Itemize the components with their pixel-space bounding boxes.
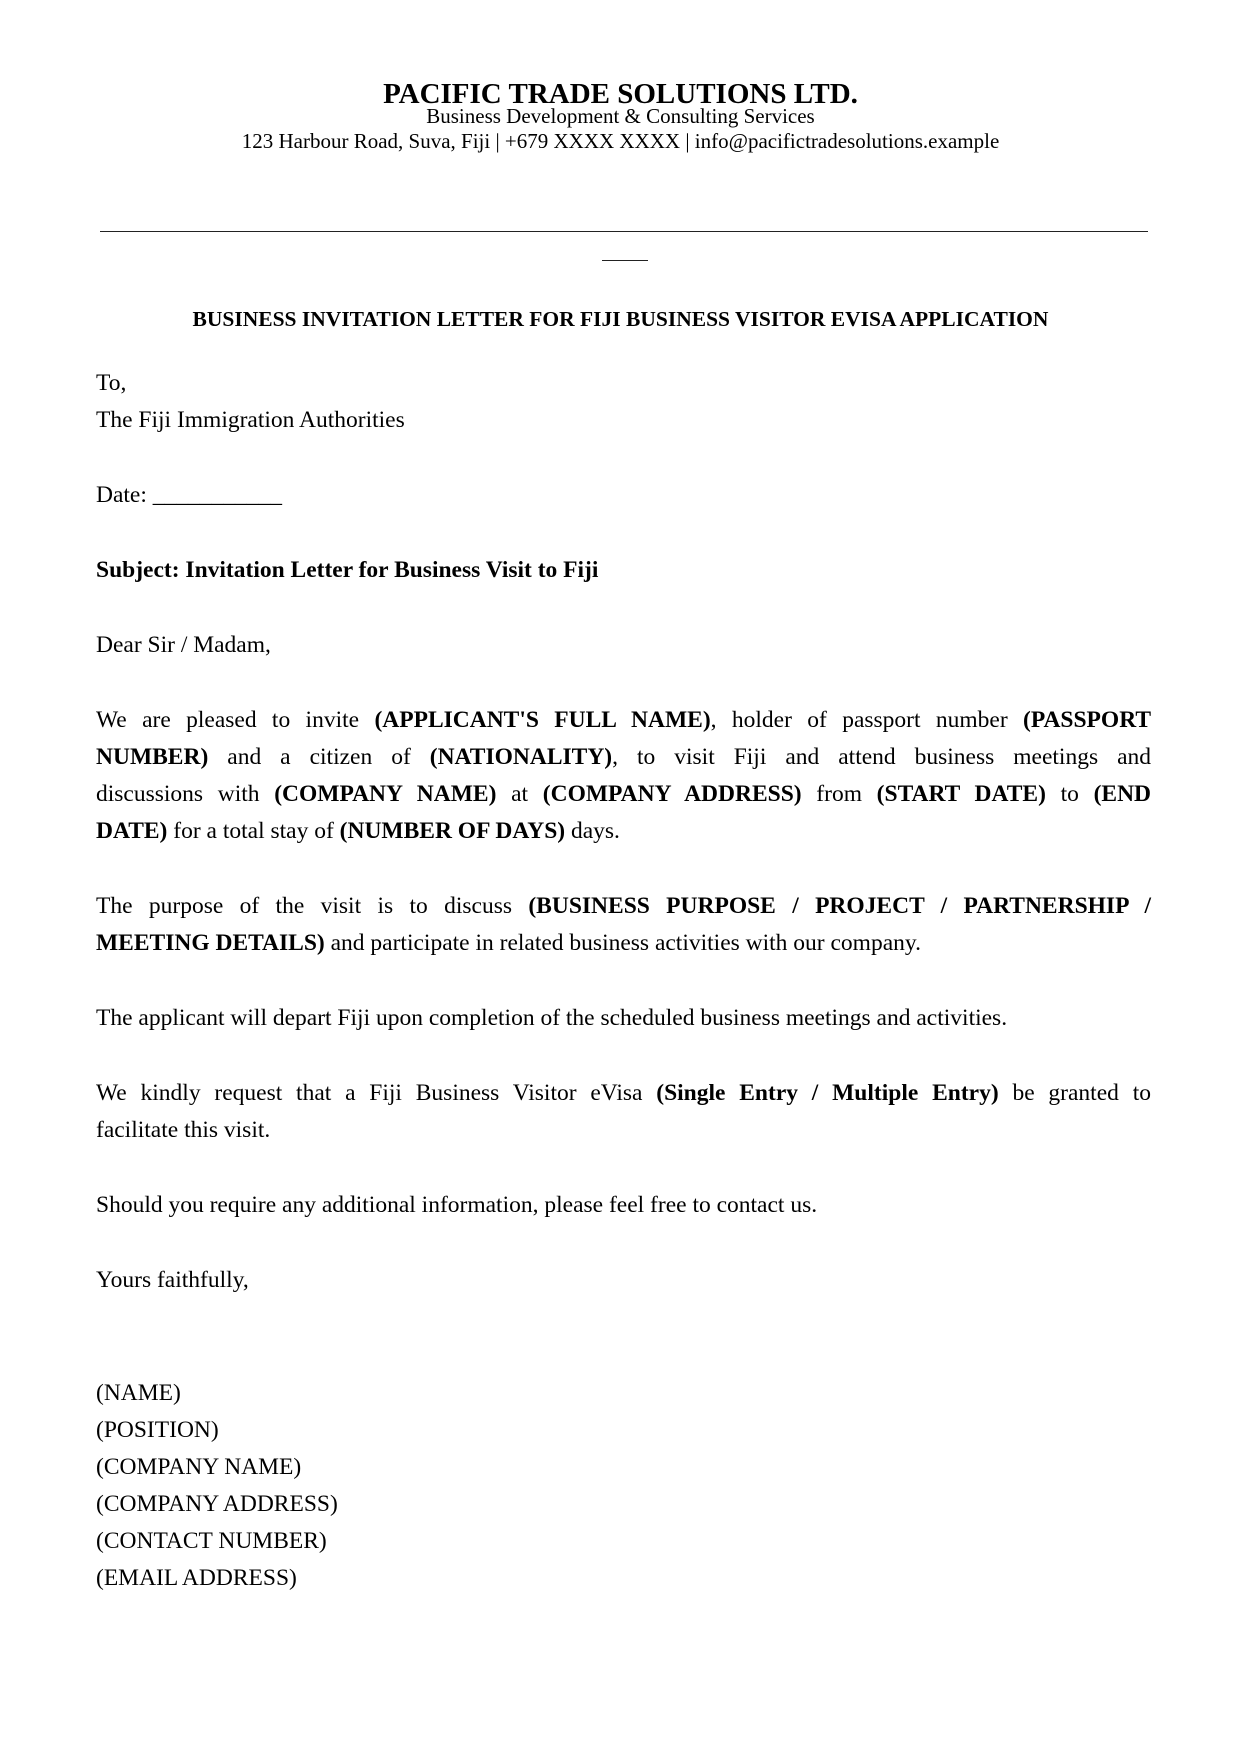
p1-placeholder: NUMBER) xyxy=(96,744,209,770)
p2-placeholder: MEETING DETAILS) xyxy=(96,930,325,956)
p1-text: from xyxy=(816,781,862,807)
p1-text: to xyxy=(1060,781,1079,807)
subject-text: Subject: Invitation Letter for Business Visit to Fiji xyxy=(96,557,599,583)
p1-text: , to visit Fiji and attend business meetings and xyxy=(612,744,1152,770)
greeting: Dear Sir / Madam, xyxy=(96,632,271,658)
paragraph-4-line-1 xyxy=(96,1075,1151,1113)
p1-text: days. xyxy=(570,818,620,844)
p1-text: and a citizen of xyxy=(227,744,411,770)
letterhead-divider xyxy=(100,231,1148,232)
p1-placeholder: (PASSPORT xyxy=(1023,707,1152,733)
subject-line xyxy=(96,552,1151,590)
p1-placeholder: (NATIONALITY) xyxy=(429,744,613,770)
p1-text: , holder of passport number xyxy=(710,707,1008,733)
signature-name: (NAME) xyxy=(96,1380,181,1406)
p1-placeholder: (START DATE) xyxy=(876,781,1046,807)
p1-text: discussions with xyxy=(96,781,260,807)
date-line xyxy=(96,477,1151,515)
paragraph-5: Should you require any additional information, please feel free to contact us. xyxy=(96,1192,818,1218)
p1-text: for a total stay of xyxy=(173,818,334,844)
recipient-to: To, xyxy=(96,370,127,396)
p1-text: We are pleased to invite xyxy=(96,707,360,733)
paragraph-4-line-2: facilitate this visit. xyxy=(96,1117,271,1143)
signature-position: (POSITION) xyxy=(96,1417,219,1443)
p1-placeholder: (APPLICANT'S FULL NAME) xyxy=(374,707,711,733)
company-contact-line: 123 Harbour Road, Suva, Fiji | +679 XXXX XXXX | info@pacifictradesolutions.example xyxy=(241,129,1000,153)
paragraph-1-line-1 xyxy=(96,702,1151,740)
signature-company-name: (COMPANY NAME) xyxy=(96,1454,302,1480)
recipient-addressee: The Fiji Immigration Authorities xyxy=(96,407,405,433)
p1-placeholder: (END xyxy=(1093,781,1152,807)
p4-text: be granted to xyxy=(1012,1080,1151,1106)
date-blank: ___________ xyxy=(152,482,283,508)
p1-placeholder: DATE) xyxy=(96,818,168,844)
closing: Yours faithfully, xyxy=(96,1267,249,1293)
paragraph-1-line-3 xyxy=(96,776,1151,814)
signature-company-address: (COMPANY ADDRESS) xyxy=(96,1491,338,1517)
p1-placeholder: (NUMBER OF DAYS) xyxy=(339,818,566,844)
company-tagline: Business Development & Consulting Services xyxy=(426,104,815,128)
p1-placeholder: (COMPANY ADDRESS) xyxy=(542,781,802,807)
p2-placeholder: (BUSINESS PURPOSE / PROJECT / PARTNERSHIP / xyxy=(528,893,1151,919)
paragraph-1-line-4 xyxy=(96,813,1151,851)
paragraph-2-line-1 xyxy=(96,888,1151,926)
p1-text: at xyxy=(511,781,529,807)
paragraph-1-line-2 xyxy=(96,739,1151,777)
date-label: Date: xyxy=(96,482,147,508)
paragraph-2-line-2 xyxy=(96,925,1151,963)
letterhead-divider-tail xyxy=(602,260,648,261)
p2-text: and participate in related business activities with our company. xyxy=(330,930,921,956)
signature-email-address: (EMAIL ADDRESS) xyxy=(96,1565,297,1591)
p1-placeholder: (COMPANY NAME) xyxy=(274,781,497,807)
document-title: BUSINESS INVITATION LETTER FOR FIJI BUSINESS VISITOR EVISA APPLICATION xyxy=(192,307,1049,331)
p2-text: The purpose of the visit is to discuss xyxy=(96,893,512,919)
p4-placeholder: (Single Entry / Multiple Entry) xyxy=(656,1080,999,1106)
signature-contact-number: (CONTACT NUMBER) xyxy=(96,1528,327,1554)
paragraph-3: The applicant will depart Fiji upon completion of the scheduled business meetings and activities. xyxy=(96,1005,1008,1031)
company-name: PACIFIC TRADE SOLUTIONS LTD. xyxy=(383,78,858,110)
p4-text: We kindly request that a Fiji Business Visitor eVisa xyxy=(96,1080,643,1106)
